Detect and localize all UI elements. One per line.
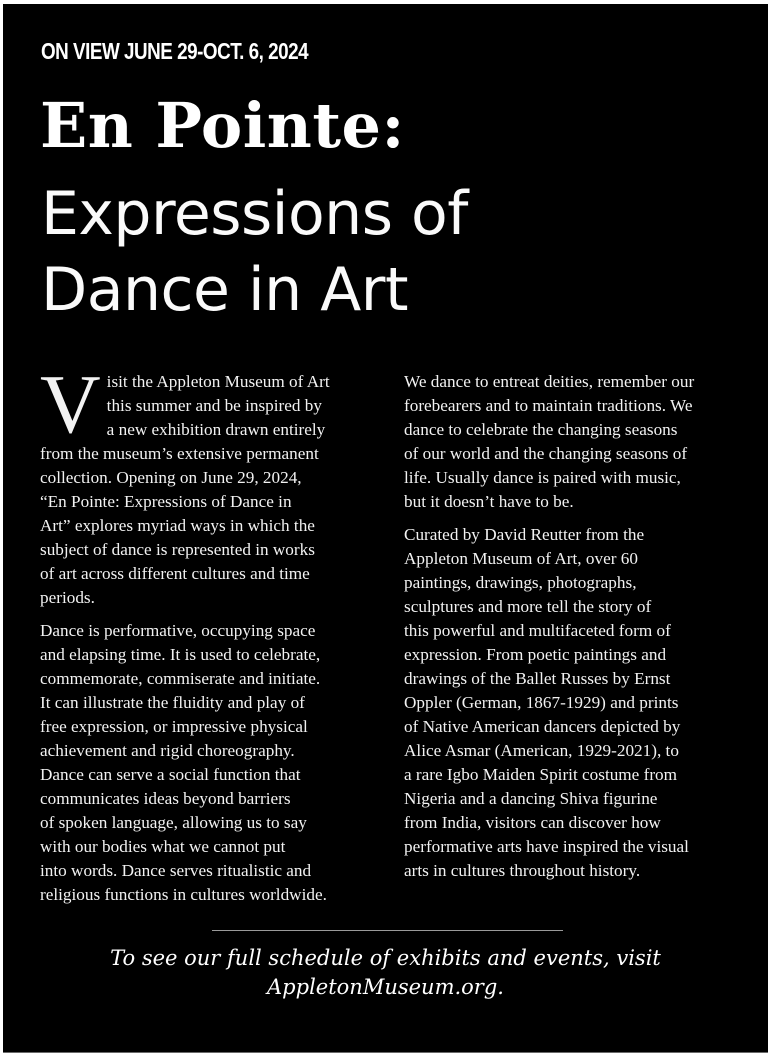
footer-line: To see our full schedule of exhibits and events, visit: [110, 946, 661, 970]
text-line: sculptures and more tell the story of: [404, 597, 652, 616]
text-line: Alice Asmar (American, 1929-2021), to: [404, 741, 679, 760]
text-line: dance to celebrate the changing seasons: [404, 420, 678, 439]
text-line: We dance to entreat deities, remember our: [404, 372, 695, 391]
text-line: free expression, or impressive physical: [40, 717, 308, 736]
dance-performative-paragraph: [40, 619, 370, 907]
drop-cap: V: [40, 358, 101, 451]
text-line: with our bodies what we cannot put: [40, 837, 286, 856]
text-line: religious functions in cultures worldwide.: [40, 885, 327, 904]
website-link[interactable]: AppletonMuseum.org.: [267, 975, 504, 999]
subtitle-line: Expressions of: [41, 179, 468, 249]
text-line: Dance can serve a social function that: [40, 765, 301, 784]
text-line: communicates ideas beyond barriers: [40, 789, 291, 808]
right-column: [404, 370, 739, 892]
text-line: Art” explores myriad ways in which the: [40, 516, 315, 535]
text-line: of art across different cultures and time: [40, 564, 310, 583]
text-line: collection. Opening on June 29, 2024,: [40, 468, 302, 487]
text-line: It can illustrate the fluidity and play of: [40, 693, 305, 712]
text-line: achievement and rigid choreography.: [40, 741, 295, 760]
text-line: this summer and be inspired by: [106, 396, 322, 415]
text-line: “En Pointe: Expressions of Dance in: [40, 492, 292, 511]
text-line: Curated by David Reutter from the: [404, 525, 645, 544]
text-line: Dance is performative, occupying space: [40, 621, 316, 640]
dance-traditions-paragraph: [404, 370, 739, 514]
text-line: paintings, drawings, photographs,: [404, 573, 637, 592]
text-line: but it doesn’t have to be.: [404, 492, 574, 511]
exhibit-subtitle: [41, 176, 468, 328]
left-column: [40, 358, 370, 916]
text-line: isit the Appleton Museum of Art: [106, 372, 330, 391]
exhibit-dates: ON VIEW JUNE 29-OCT. 6, 2024: [41, 38, 309, 64]
curation-paragraph: [404, 523, 739, 883]
text-line: life. Usually dance is paired with music,: [404, 468, 681, 487]
text-line: commemorate, commiserate and initiate.: [40, 669, 321, 688]
text-line: and elapsing time. It is used to celebrate,: [40, 645, 321, 664]
text-line: Nigeria and a dancing Shiva figurine: [404, 789, 658, 808]
text-line: Oppler (German, 1867-1929) and prints: [404, 693, 679, 712]
text-line: from the museum’s extensive permanent: [40, 444, 319, 463]
text-line: a new exhibition drawn entirely: [106, 420, 326, 439]
text-line: expression. From poetic paintings and: [404, 645, 667, 664]
text-line: from India, visitors can discover how: [404, 813, 661, 832]
text-line: performative arts have inspired the visual: [404, 837, 689, 856]
subtitle-line: Dance in Art: [41, 255, 408, 325]
footer-callout: [3, 944, 768, 1002]
exhibit-title: En Pointe:: [40, 89, 405, 162]
text-line: into words. Dance serves ritualistic and: [40, 861, 312, 880]
text-line: this powerful and multifaceted form of: [404, 621, 671, 640]
text-line: Appleton Museum of Art, over 60: [404, 549, 638, 568]
text-line: arts in cultures throughout history.: [404, 861, 641, 880]
exhibit-flyer: [3, 4, 768, 1053]
text-line: a rare Igbo Maiden Spirit costume from: [404, 765, 678, 784]
text-line: drawings of the Ballet Russes by Ernst: [404, 669, 671, 688]
divider-rule: [212, 930, 563, 931]
intro-paragraph: [40, 358, 370, 610]
text-line: subject of dance is represented in works: [40, 540, 315, 559]
text-line: of our world and the changing seasons of: [404, 444, 688, 463]
text-line: of Native American dancers depicted by: [404, 717, 681, 736]
text-line: forebearers and to maintain traditions. We: [404, 396, 693, 415]
text-line: periods.: [40, 588, 95, 607]
text-line: of spoken language, allowing us to say: [40, 813, 307, 832]
